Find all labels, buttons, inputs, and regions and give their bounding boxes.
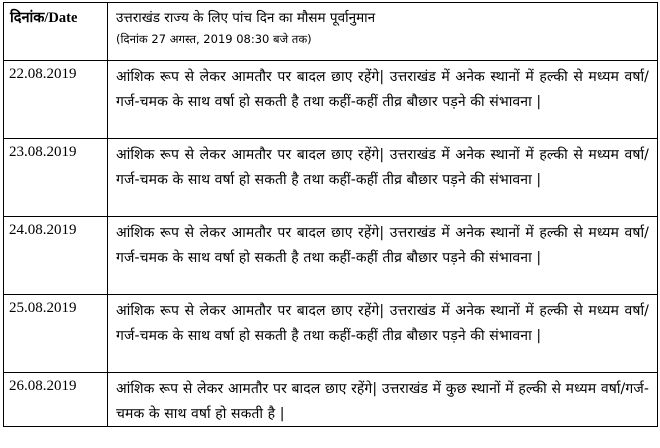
date-column-header: दिनांक/Date [4,3,108,61]
table-row [4,217,658,295]
forecast-text: आंशिक रूप से लेकर आमतौर पर बादल छाए रहेंगे| उत्तराखंड में अनेक स्थानों में हल्की से मध्यम वर्षा/गर्ज-चमक के साथ वर्षा हो सकती है तथा कहीं-कहीं तीव्र बौछार पड़ने की संभावना | [108,139,658,217]
forecast-text: आंशिक रूप से लेकर आमतौर पर बादल छाए रहेंगे| उत्तराखंड में अनेक स्थानों में हल्की से मध्यम वर्षा/गर्ज-चमक के साथ वर्षा हो सकती है तथा कहीं-कहीं तीव्र बौछार पड़ने की संभावना | [108,217,658,295]
table-row [4,61,658,139]
forecast-text: आंशिक रूप से लेकर आमतौर पर बादल छाए रहेंगे| उत्तराखंड में अनेक स्थानों में हल्की से मध्यम वर्षा/गर्ज-चमक के साथ वर्षा हो सकती है तथा कहीं-कहीं तीव्र बौछार पड़ने की संभावना | [108,295,658,373]
forecast-date: 24.08.2019 [4,217,108,295]
forecast-date: 22.08.2019 [4,61,108,139]
table-header-row [4,3,658,61]
forecast-subtitle: (दिनांक 27 अगस्त, 2019 08:30 बजे तक) [116,32,312,46]
table-row [4,139,658,217]
forecast-table [3,2,658,427]
table-row [4,373,658,427]
forecast-text: आंशिक रूप से लेकर आमतौर पर बादल छाए रहेंगे| उत्तराखंड में अनेक स्थानों में हल्की से मध्यम वर्षा/गर्ज-चमक के साथ वर्षा हो सकती है तथा कहीं-कहीं तीव्र बौछार पड़ने की संभावना | [108,61,658,139]
table-row [4,295,658,373]
forecast-date: 25.08.2019 [4,295,108,373]
forecast-title: उत्तराखंड राज्य के लिए पांच दिन का मौसम पूर्वानुमान [116,10,376,26]
forecast-text: आंशिक रूप से लेकर आमतौर पर बादल छाए रहेंगे| उत्तराखंड में कुछ स्थानों में हल्की से मध्यम वर्षा/गर्ज-चमक के साथ वर्षा हो सकती है | [108,373,658,427]
forecast-date: 23.08.2019 [4,139,108,217]
forecast-column-header [108,3,658,61]
forecast-date: 26.08.2019 [4,373,108,427]
